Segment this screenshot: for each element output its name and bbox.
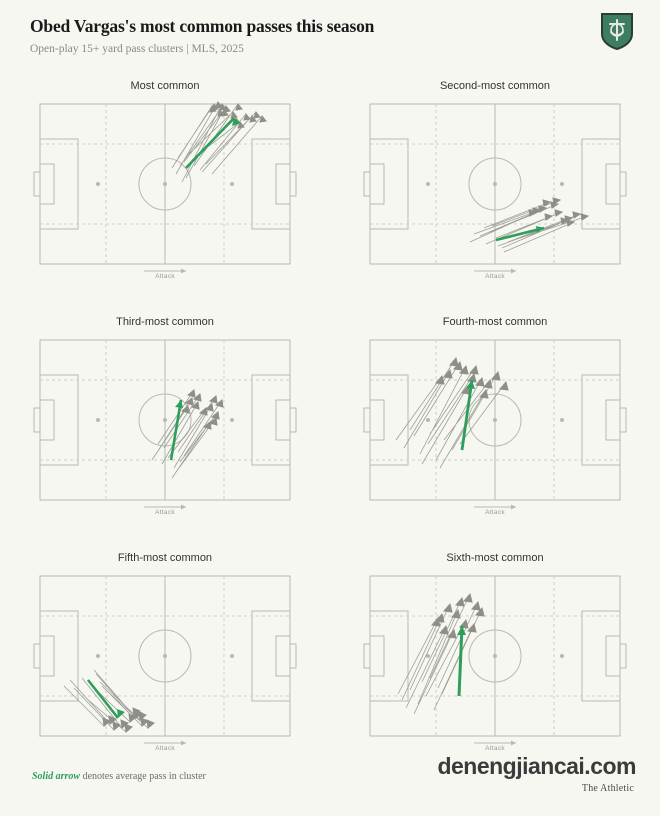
panel-title: Most common [130, 80, 200, 92]
pitch-1 [26, 96, 304, 278]
attack-label: Attack [485, 273, 505, 280]
pitch-row-2 [0, 308, 660, 544]
page-title: Obed Vargas's most common passes this season [30, 16, 375, 36]
panel-sixth-most-common [330, 544, 660, 780]
panel-fifth-most-common [0, 544, 330, 780]
legend-note [32, 771, 206, 782]
panel-title: Third-most common [116, 316, 214, 328]
panel-title: Sixth-most common [446, 552, 544, 564]
header [30, 16, 636, 64]
panel-third-most-common [0, 308, 330, 544]
attack-label: Attack [485, 509, 505, 516]
pitch-5 [26, 568, 304, 750]
panel-title: Second-most common [439, 80, 551, 92]
source-label: The Athletic [581, 783, 634, 794]
pitch-3 [26, 332, 304, 514]
legend-note-emphasis: Solid arrow [32, 771, 81, 782]
attack-label: Attack [485, 745, 505, 752]
pitch-2 [356, 96, 634, 278]
attack-label: Attack [155, 745, 175, 752]
panel-title: Fourth-most common [442, 316, 548, 328]
pitch-6 [356, 568, 634, 750]
panel-fourth-most-common [330, 308, 660, 544]
attack-label: Attack [155, 509, 175, 516]
pitch-row-3 [0, 544, 660, 780]
page-subtitle: Open-play 15+ yard pass clusters | MLS, 2025 [30, 43, 244, 55]
watermark: denengjiancai.com [437, 753, 636, 779]
sounders-crest-icon [600, 12, 634, 50]
pitch-grid [0, 72, 660, 780]
attack-label: Attack [155, 273, 175, 280]
average-arrow-6 [457, 626, 466, 696]
legend-note-rest: denotes average pass in cluster [80, 771, 206, 782]
pitch-row-1 [0, 72, 660, 308]
panel-most-common [0, 72, 330, 308]
panel-second-most-common [330, 72, 660, 308]
panel-title: Fifth-most common [117, 552, 213, 564]
pitch-4 [356, 332, 634, 514]
